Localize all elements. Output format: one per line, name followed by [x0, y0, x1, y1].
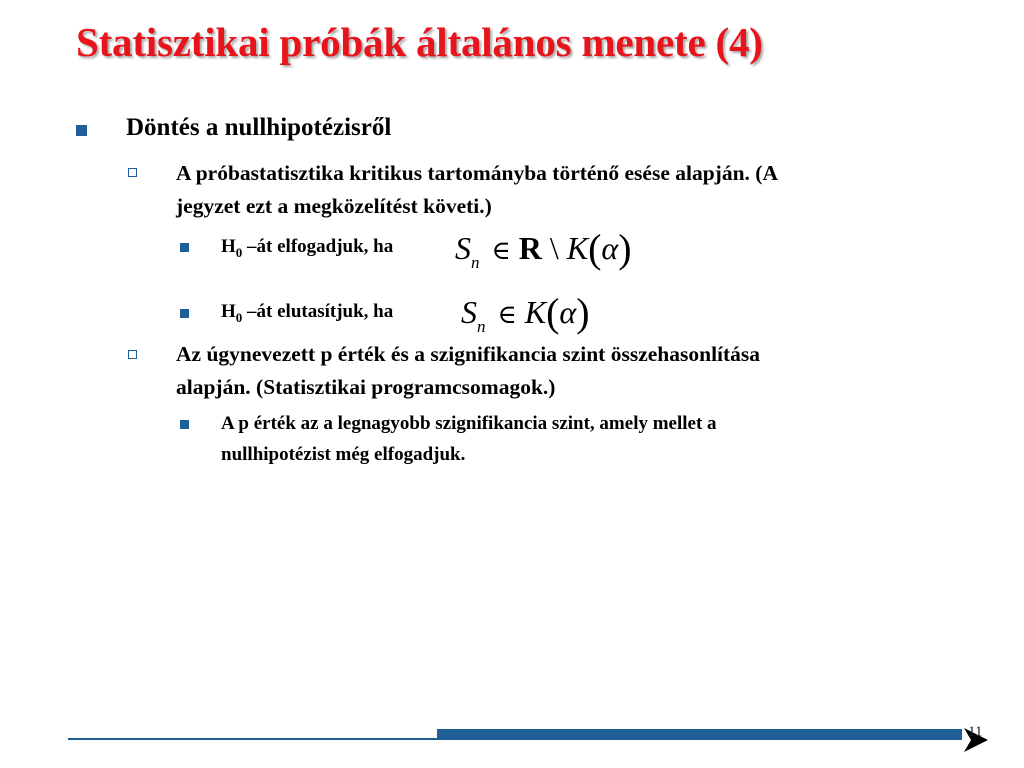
- bullet-pdef-line2: nullhipotézist még elfogadjuk.: [221, 444, 466, 465]
- bullet-pvalue-line2: alapján. (Statisztikai programcsomagok.): [176, 375, 556, 399]
- bullet-reject: $H_0$ –át elutasítjuk, ha: [221, 301, 394, 325]
- formula-reject: $S_n$ ∈ K(α): [461, 290, 590, 336]
- slide-title: Statisztikai próbák általános menete (4): [76, 19, 763, 65]
- bullet-pdef-line1: A p érték az a legnagyobb szignifikancia szint, amely mellet a: [221, 413, 717, 434]
- bullet-small-square: [180, 420, 189, 429]
- bullet-small-square: [180, 309, 189, 318]
- bullet-square: [76, 125, 87, 136]
- footer-line-thin: [68, 738, 438, 740]
- bullet-critical-line1: A próbastatisztika kritikus tartományba történő esése alapján. (A: [176, 161, 778, 185]
- bullet-hollow-square: [128, 168, 137, 177]
- page-number: 11: [968, 724, 983, 740]
- bullet-critical-line2: jegyzet ezt a megközelítést követi.): [176, 194, 492, 218]
- bullet-hollow-square: [128, 350, 137, 359]
- formula-accept: $S_n$ ∈ R \ K(α): [455, 226, 632, 272]
- footer-line-thick: [437, 729, 962, 740]
- bullet-decision: Döntés a nullhipotézisről: [126, 114, 392, 141]
- bullet-pvalue-line1: Az úgynevezett p érték és a szignifikancia szint összehasonlítása: [176, 342, 761, 366]
- bullet-small-square: [180, 243, 189, 252]
- bullet-accept: $H_0$ –át elfogadjuk, ha: [221, 236, 394, 260]
